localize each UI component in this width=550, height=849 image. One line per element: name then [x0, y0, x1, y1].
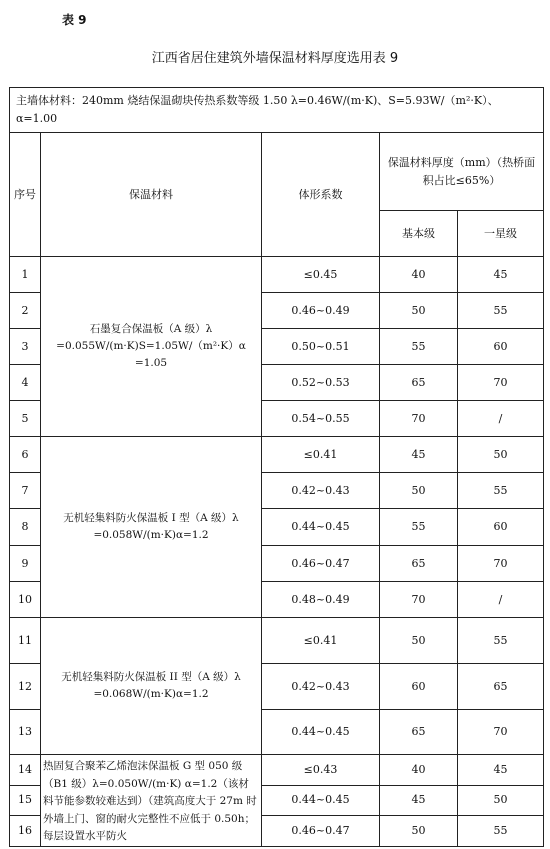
shape-coefficient: 0.50~0.51: [262, 329, 380, 365]
header-one-star: 一星级: [458, 211, 544, 257]
shape-coefficient: ≤0.41: [262, 618, 380, 664]
thickness-one-star: 55: [458, 293, 544, 329]
shape-coefficient: 0.42~0.43: [262, 473, 380, 509]
table-row: [10, 618, 544, 664]
shape-coefficient: 0.48~0.49: [262, 582, 380, 618]
shape-coefficient: ≤0.45: [262, 257, 380, 293]
thickness-basic: 50: [380, 473, 458, 509]
header-shape-coefficient: 体形系数: [262, 133, 380, 257]
thickness-one-star: 60: [458, 509, 544, 546]
thickness-basic: 55: [380, 509, 458, 546]
thickness-basic: 65: [380, 546, 458, 582]
shape-coefficient: 0.46~0.49: [262, 293, 380, 329]
thickness-basic: 50: [380, 293, 458, 329]
material-name: 石墨复合保温板（A 级）λ =0.055W/(m·K)S=1.05W/（m²·K）α =1.05: [41, 257, 262, 437]
row-number: 14: [10, 755, 41, 786]
shape-coefficient: 0.46~0.47: [262, 546, 380, 582]
thickness-one-star: 70: [458, 365, 544, 401]
table-row: [10, 437, 544, 473]
thickness-basic: 70: [380, 401, 458, 437]
shape-coefficient: 0.44~0.45: [262, 710, 380, 755]
thickness-basic: 60: [380, 664, 458, 710]
table-row: [10, 257, 544, 293]
thickness-one-star: 55: [458, 618, 544, 664]
row-number: 4: [10, 365, 41, 401]
header-basic-level: 基本级: [380, 211, 458, 257]
row-number: 9: [10, 546, 41, 582]
main-wall-material: 主墙体材料：240mm 烧结保温砌块传热系数等级 1.50 λ=0.46W/(m·K)、S=5.93W/（m²·K）、α=1.00: [10, 88, 544, 133]
insulation-thickness-table: [9, 87, 544, 847]
thickness-one-star: /: [458, 401, 544, 437]
row-number: 3: [10, 329, 41, 365]
shape-coefficient: ≤0.43: [262, 755, 380, 786]
row-number: 10: [10, 582, 41, 618]
table-label: 表 9: [62, 13, 87, 27]
material-name: 无机轻集料防火保温板 II 型（A 级）λ =0.068W/(m·K)α=1.2: [41, 618, 262, 755]
shape-coefficient: 0.52~0.53: [262, 365, 380, 401]
row-number: 13: [10, 710, 41, 755]
thickness-one-star: 65: [458, 664, 544, 710]
thickness-basic: 65: [380, 365, 458, 401]
thickness-basic: 45: [380, 785, 458, 816]
header-thickness: 保温材料厚度（mm）（热桥面积占比≤65%）: [380, 133, 544, 211]
row-number: 12: [10, 664, 41, 710]
thickness-one-star: 70: [458, 546, 544, 582]
shape-coefficient: 0.42~0.43: [262, 664, 380, 710]
thickness-one-star: 45: [458, 755, 544, 786]
table-title: 江西省居住建筑外墙保温材料厚度选用表 9: [151, 51, 399, 66]
material-name: 热固复合聚苯乙烯泡沫保温板 G 型 050 级（B1 级）λ=0.050W/(m·K) α=1.2（该材料节能参数较难达到）（建筑高度大于 27m 时外墙上门、窗的耐火完整性不应低于 0.50h；每层设置水平防火: [41, 755, 262, 847]
header-no: 序号: [10, 133, 41, 257]
shape-coefficient: ≤0.41: [262, 437, 380, 473]
row-number: 1: [10, 257, 41, 293]
shape-coefficient: 0.44~0.45: [262, 509, 380, 546]
thickness-basic: 70: [380, 582, 458, 618]
table-row: [10, 755, 544, 786]
material-name: 无机轻集料防火保温板 I 型（A 级）λ =0.058W/(m·K)α=1.2: [41, 437, 262, 618]
thickness-basic: 50: [380, 816, 458, 847]
row-number: 8: [10, 509, 41, 546]
row-number: 6: [10, 437, 41, 473]
thickness-one-star: 45: [458, 257, 544, 293]
row-number: 2: [10, 293, 41, 329]
row-number: 7: [10, 473, 41, 509]
thickness-one-star: 50: [458, 437, 544, 473]
thickness-basic: 40: [380, 755, 458, 786]
thickness-basic: 40: [380, 257, 458, 293]
row-number: 11: [10, 618, 41, 664]
thickness-basic: 45: [380, 437, 458, 473]
header-material: 保温材料: [41, 133, 262, 257]
thickness-one-star: 55: [458, 473, 544, 509]
shape-coefficient: 0.46~0.47: [262, 816, 380, 847]
shape-coefficient: 0.44~0.45: [262, 785, 380, 816]
thickness-one-star: 55: [458, 816, 544, 847]
shape-coefficient: 0.54~0.55: [262, 401, 380, 437]
row-number: 5: [10, 401, 41, 437]
thickness-basic: 55: [380, 329, 458, 365]
thickness-basic: 65: [380, 710, 458, 755]
thickness-one-star: 60: [458, 329, 544, 365]
row-number: 16: [10, 816, 41, 847]
thickness-one-star: 70: [458, 710, 544, 755]
thickness-one-star: 50: [458, 785, 544, 816]
thickness-basic: 50: [380, 618, 458, 664]
row-number: 15: [10, 785, 41, 816]
thickness-one-star: /: [458, 582, 544, 618]
